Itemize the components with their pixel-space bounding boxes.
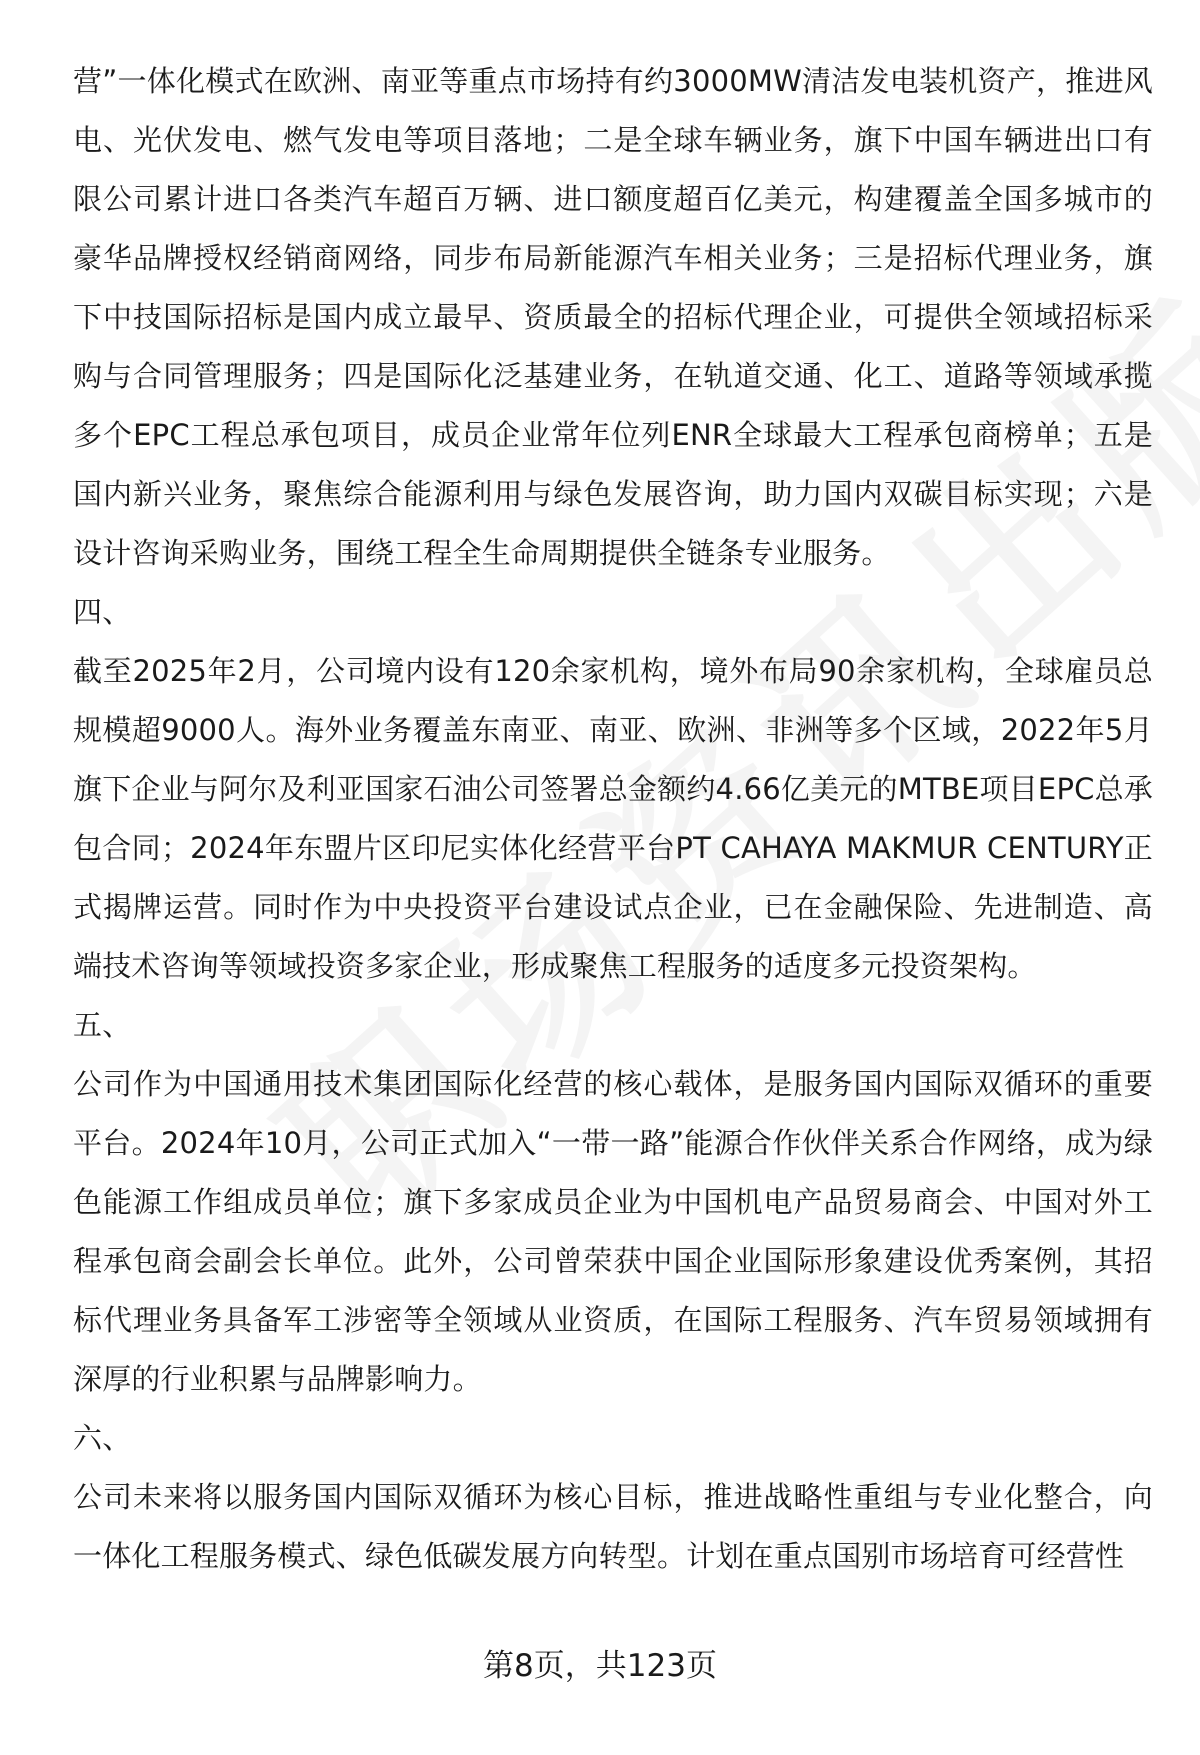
section-heading-4: 四、 (73, 595, 132, 629)
document-body (73, 52, 1153, 1586)
paragraph-section-6: 公司未来将以服务国内国际双循环为核心目标，推进战略性重组与专业化整合，向一体化工程服务模式、绿色低碳发展方向转型。计划在重点国别市场培育可经营性 (73, 1480, 1153, 1573)
paragraph-section-4: 截至2025年2月，公司境内设有120余家机构，境外布局90余家机构，全球雇员总规模超9000人。海外业务覆盖东南亚、南亚、欧洲、非洲等多个区域，2022年5月旗下企业与阿尔及利亚国家石油公司签署总金额约4.66亿美元的MTBE项目EPC总承包合同；2024年东盟片区印尼实体化经营平台PT CAHAYA MAKMUR CENTURY正式揭牌运营。同时作为中央投资平台建设试点企业，已在金融保险、先进制造、高端技术咨询等领域投资多家企业，形成聚焦工程服务的适度多元投资架构。 (73, 654, 1153, 983)
section-heading-6: 六、 (73, 1421, 132, 1455)
paragraph-section-5: 公司作为中国通用技术集团国际化经营的核心载体，是服务国内国际双循环的重要平台。2024年10月，公司正式加入“一带一路”能源合作伙伴关系合作网络，成为绿色能源工作组成员单位；旗下多家成员企业为中国机电产品贸易商会、中国对外工程承包商会副会长单位。此外，公司曾荣获中国企业国际形象建设优秀案例，其招标代理业务具备军工涉密等全领域从业资质，在国际工程服务、汽车贸易领域拥有深厚的行业积累与品牌影响力。 (73, 1067, 1153, 1396)
paragraph-intro-continued: 营”一体化模式在欧洲、南亚等重点市场持有约3000MW清洁发电装机资产，推进风电、光伏发电、燃气发电等项目落地；二是全球车辆业务，旗下中国车辆进出口有限公司累计进口各类汽车超百万辆、进口额度超百亿美元，构建覆盖全国多城市的豪华品牌授权经销商网络，同步布局新能源汽车相关业务；三是招标代理业务，旗下中技国际招标是国内成立最早、资质最全的招标代理企业，可提供全领域招标采购与合同管理服务；四是国际化泛基建业务，在轨道交通、化工、道路等领域承揽多个EPC工程总承包项目，成员企业常年位列ENR全球最大工程承包商榜单；五是国内新兴业务，聚焦综合能源利用与绿色发展咨询，助力国内双碳目标实现；六是设计咨询采购业务，围绕工程全生命周期提供全链条专业服务。 (73, 64, 1153, 570)
section-heading-5: 五、 (73, 1008, 132, 1042)
page-number-footer: 第8页，共123页 (483, 1648, 717, 1684)
